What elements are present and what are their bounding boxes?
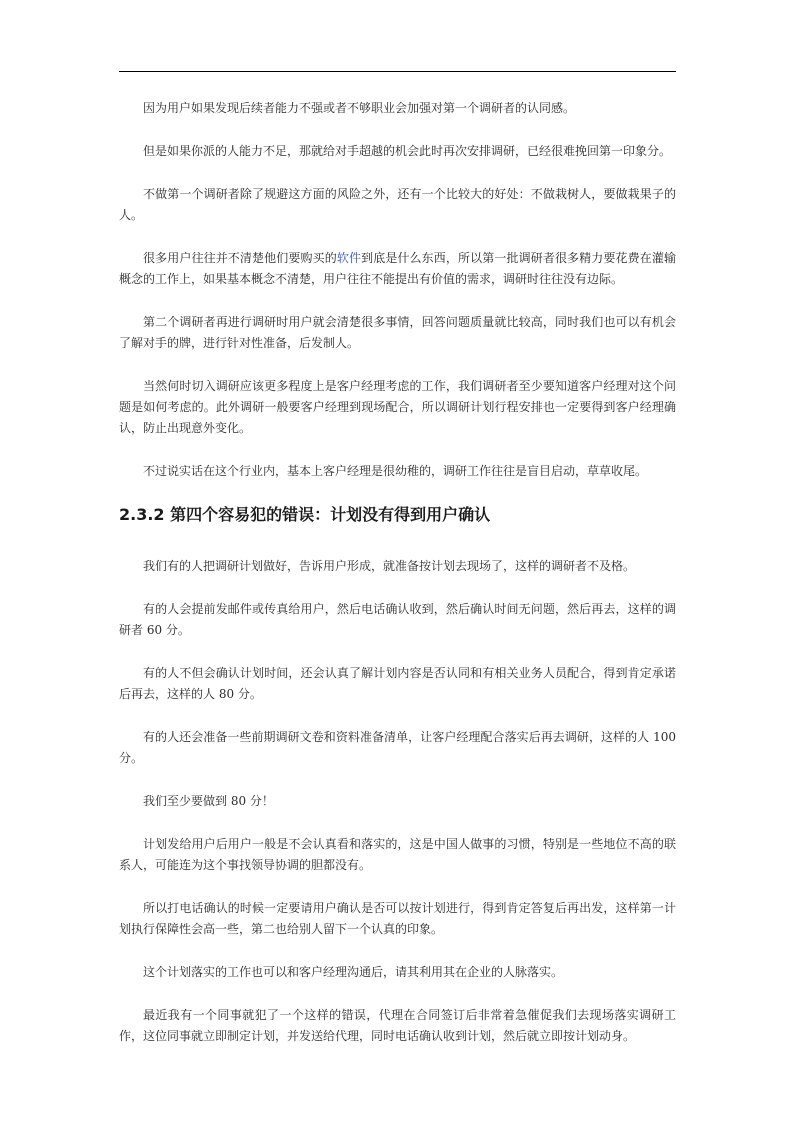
paragraph: 我们至少要做到 80 分！ bbox=[143, 794, 274, 808]
paragraph: 不过说实话在这个行业内，基本上客户经理是很幼稚的，调研工作往往是盲目启动，草草收尾。 bbox=[143, 464, 648, 478]
paragraph: 这个计划落实的工作也可以和客户经理沟通后，请其利用其在企业的人脉落实。 bbox=[143, 965, 564, 979]
paragraph: 有的人还会准备一些前期调研文卷和资料准备清单，让客户经理配合落实后再去调研，这样的人 100 分。 bbox=[119, 730, 676, 765]
paragraph: 有的人会提前发邮件或传真给用户，然后电话确认收到，然后确认时间无问题，然后再去，这样的调研者 60 分。 bbox=[119, 602, 676, 637]
paragraph: 有的人不但会确认计划时间，还会认真了解计划内容是否认同和有相关业务人员配合，得到肯定承诺后再去，这样的人 80 分。 bbox=[119, 666, 676, 701]
paragraph-text: 很多用户往往并不清楚他们要购买的 bbox=[143, 251, 337, 265]
software-link[interactable]: 软件 bbox=[336, 251, 362, 265]
document-body bbox=[119, 98, 676, 1043]
header-rule bbox=[119, 71, 676, 72]
paragraph: 不做第一个调研者除了规避这方面的风险之外，还有一个比较大的好处：不做栽树人，要做栽果子的人。 bbox=[119, 187, 676, 222]
paragraph: 我们有的人把调研计划做好，告诉用户形成，就准备按计划去现场了，这样的调研者不及格。 bbox=[143, 559, 636, 573]
paragraph: 因为用户如果发现后续者能力不强或者不够职业会加强对第一个调研者的认同感。 bbox=[143, 101, 576, 115]
paragraph: 当然何时切入调研应该更多程度上是客户经理考虑的工作，我们调研者至少要知道客户经理对这个问题是如何考虑的。此外调研一般要客户经理到现场配合，所以调研计划行程安排也一定要得到客户经理确认，防止出现意外变化。 bbox=[119, 379, 676, 435]
paragraph: 最近我有一个同事就犯了一个这样的错误，代理在合同签订后非常着急催促我们去现场落实调研工作，这位同事就立即制定计划，并发送给代理，同时电话确认收到计划，然后就立即按计划动身。 bbox=[119, 1008, 676, 1043]
paragraph: 但是如果你派的人能力不足，那就给对手超越的机会此时再次安排调研，已经很难挽回第一印象分。 bbox=[143, 144, 672, 158]
paragraph: 所以打电话确认的时候一定要请用户确认是否可以按计划进行，得到肯定答复后再出发，这样第一计划执行保障性会高一些，第二也给别人留下一个认真的印象。 bbox=[119, 901, 676, 936]
paragraph-text: 到底是什么东西，所以第一批调研者很多精力要花费在灌输概念的工作上，如果基本概念不清楚，用户往往不能提出有价值的需求，调研时往往没有边际。 bbox=[119, 251, 676, 286]
section-heading: 2.3.2 第四个容易犯的错误：计划没有得到用户确认 bbox=[119, 505, 491, 524]
paragraph: 计划发给用户后用户一般是不会认真看和落实的，这是中国人做事的习惯，特别是一些地位不高的联系人，可能连为这个事找领导协调的胆都没有。 bbox=[119, 837, 676, 872]
paragraph-software bbox=[119, 248, 676, 290]
paragraph: 第二个调研者再进行调研时用户就会清楚很多事情，回答问题质量就比较高，同时我们也可以有机会了解对手的牌，进行针对性准备，后发制人。 bbox=[119, 315, 676, 350]
